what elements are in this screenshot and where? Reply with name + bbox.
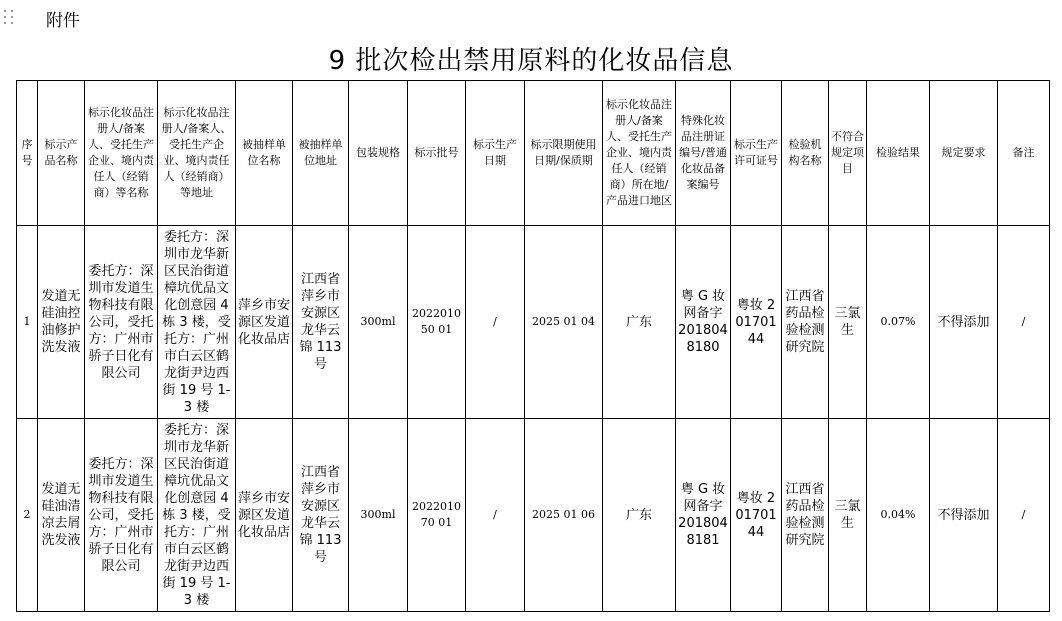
cell-sampled-address: 江西省萍乡市安源区龙华云锦 113 号 <box>293 226 349 419</box>
cell-package: 300ml <box>349 419 408 612</box>
cell-company-address: 委托方：深圳市龙华新区民治街道樟坑优品文化创意园 4 栋 3 楼，受托方：广州市白云区鹤龙街尹边西街 19 号 1-3 楼 <box>158 226 236 419</box>
table-header-row <box>17 81 1050 226</box>
cell-company-address: 委托方：深圳市龙华新区民治街道樟坑优品文化创意园 4 栋 3 楼，受托方：广州市白云区鹤龙街尹边西街 19 号 1-3 楼 <box>158 419 236 612</box>
col-header-sampled-address: 被抽样单位地址 <box>293 81 349 226</box>
drag-handle-icon[interactable] <box>4 10 16 26</box>
col-header-batch: 标示批号 <box>408 81 466 226</box>
col-header-result: 检验结果 <box>867 81 930 226</box>
col-header-remark: 备注 <box>998 81 1050 226</box>
cell-no: 1 <box>17 226 38 419</box>
col-header-requirement: 规定要求 <box>930 81 998 226</box>
cell-license: 粤妆 20170144 <box>731 419 782 612</box>
col-header-company-name: 标示化妆品注册人/备案人、受托生产企业、境内责任人（经销商）等名称 <box>85 81 158 226</box>
col-header-item: 不符合规定项目 <box>829 81 867 226</box>
col-header-product: 标示产品名称 <box>38 81 85 226</box>
col-header-expiry: 标示限期使用日期/保质期 <box>525 81 603 226</box>
cell-batch: 202201050 01 <box>408 226 466 419</box>
cell-product: 发道无硅油控油修护洗发液 <box>38 226 85 419</box>
cosmetics-table <box>16 80 1050 612</box>
col-header-package: 包装规格 <box>349 81 408 226</box>
cell-sampled-address: 江西省萍乡市安源区龙华云锦 113 号 <box>293 419 349 612</box>
cell-item: 三氯生 <box>829 419 867 612</box>
cell-no: 2 <box>17 419 38 612</box>
cell-sampled-unit: 萍乡市安源区发道化妆品店 <box>236 226 293 419</box>
cell-region: 广东 <box>603 419 676 612</box>
cell-requirement: 不得添加 <box>930 419 998 612</box>
cell-requirement: 不得添加 <box>930 226 998 419</box>
page-title: 9 批次检出禁用原料的化妆品信息 <box>328 46 734 76</box>
col-header-company-address: 标示化妆品注册人/备案人、受托生产企业、境内责任人（经销商）等地址 <box>158 81 236 226</box>
cell-production-date: / <box>466 419 525 612</box>
cell-institution: 江西省药品检验检测研究院 <box>782 226 829 419</box>
cell-remark: / <box>998 226 1050 419</box>
attachment-label: 附件 <box>46 11 80 31</box>
cell-region: 广东 <box>603 226 676 419</box>
col-header-production-date: 标示生产日期 <box>466 81 525 226</box>
col-header-no: 序号 <box>17 81 38 226</box>
cell-item: 三氯生 <box>829 226 867 419</box>
cell-expiry: 2025 01 04 <box>525 226 603 419</box>
col-header-institution: 检验机构名称 <box>782 81 829 226</box>
cell-package: 300ml <box>349 226 408 419</box>
cell-filing-no: 粤 G 妆网备字 2018048181 <box>676 419 731 612</box>
cell-filing-no: 粤 G 妆网备字 2018048180 <box>676 226 731 419</box>
col-header-filing-no: 特殊化妆品注册证编号/普通化妆品备案编号 <box>676 81 731 226</box>
cell-result: 0.07% <box>867 226 930 419</box>
cell-remark: / <box>998 419 1050 612</box>
cell-expiry: 2025 01 06 <box>525 419 603 612</box>
cell-company-name: 委托方：深圳市发道生物科技有限公司，受托方：广州市骄子日化有限公司 <box>85 226 158 419</box>
cell-sampled-unit: 萍乡市安源区发道化妆品店 <box>236 419 293 612</box>
cell-company-name: 委托方：深圳市发道生物科技有限公司，受托方：广州市骄子日化有限公司 <box>85 419 158 612</box>
col-header-region: 标示化妆品注册人/备案人、受托生产企业、境内责任人（经销商）所在地/产品进口地区 <box>603 81 676 226</box>
col-header-license: 标示生产许可证号 <box>731 81 782 226</box>
table-row <box>17 226 1050 419</box>
cell-institution: 江西省药品检验检测研究院 <box>782 419 829 612</box>
cell-result: 0.04% <box>867 419 930 612</box>
col-header-sampled-unit: 被抽样单位名称 <box>236 81 293 226</box>
cell-license: 粤妆 20170144 <box>731 226 782 419</box>
cell-production-date: / <box>466 226 525 419</box>
table-row <box>17 419 1050 612</box>
cell-batch: 202201070 01 <box>408 419 466 612</box>
cell-product: 发道无硅油清凉去屑洗发液 <box>38 419 85 612</box>
